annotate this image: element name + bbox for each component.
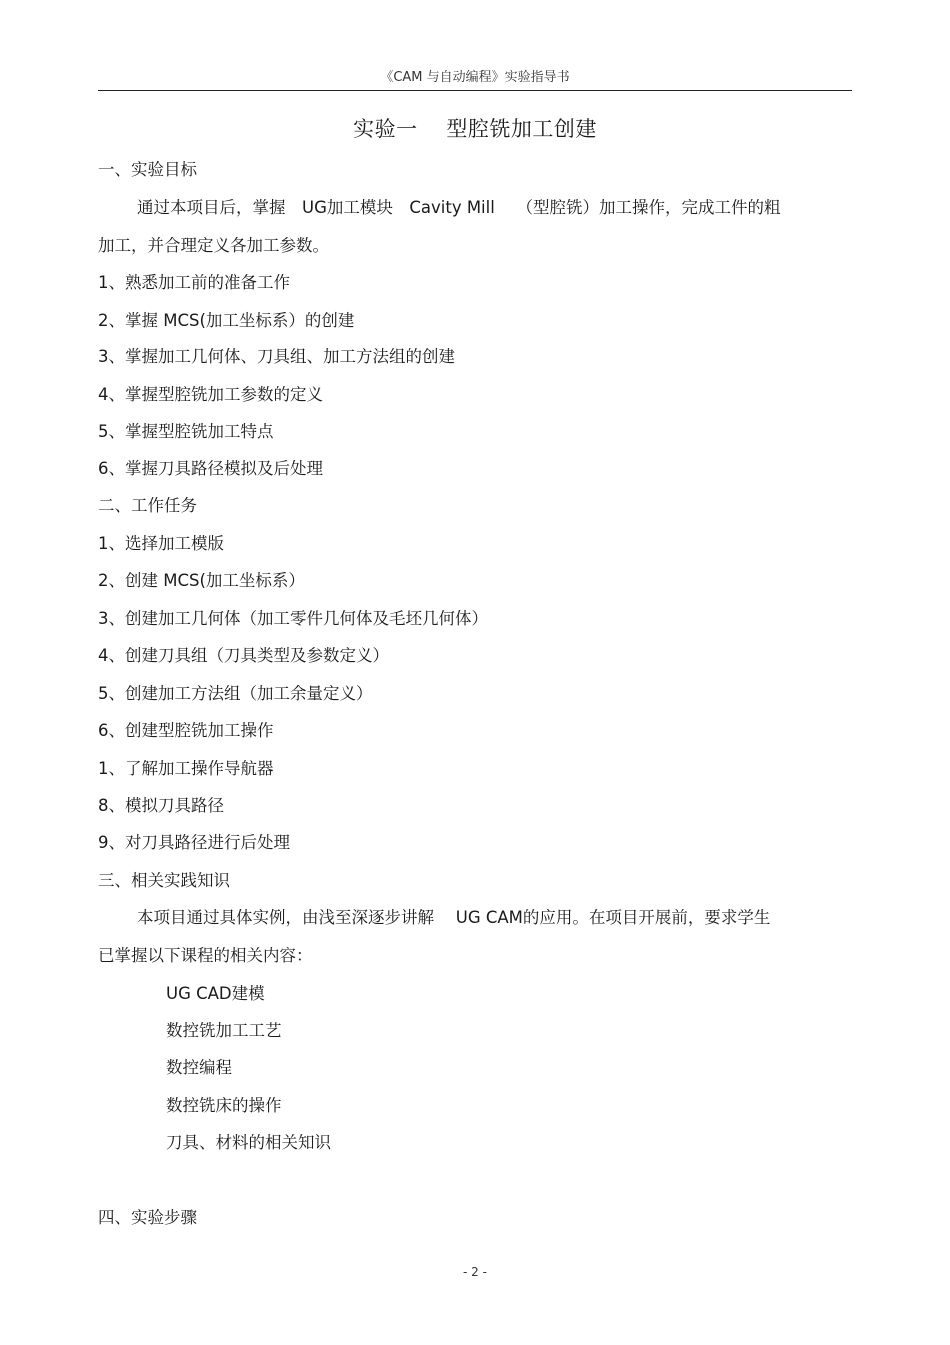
section-heading-objectives: 一、实验目标 bbox=[98, 160, 197, 179]
list-item: 3、创建加工几何体（加工零件几何体及毛坯几何体） bbox=[98, 609, 488, 628]
list-item: 1、了解加工操作导航器 bbox=[98, 759, 274, 778]
list-item: 数控编程 bbox=[166, 1058, 232, 1077]
objectives-paragraph-line-1: 通过本项目后，掌握 UG加工模块 Cavity Mill （型腔铣）加工操作，完成工件的粗 bbox=[137, 198, 781, 217]
list-item: UG CAD建模 bbox=[166, 984, 265, 1003]
list-item: 1、选择加工模版 bbox=[98, 534, 224, 553]
list-item: 6、掌握刀具路径模拟及后处理 bbox=[98, 459, 323, 478]
section-heading-knowledge: 三、相关实践知识 bbox=[98, 871, 230, 890]
knowledge-paragraph-line-2: 已掌握以下课程的相关内容： bbox=[98, 946, 313, 965]
list-item: 2、创建 MCS(加工坐标系） bbox=[98, 571, 305, 590]
list-item: 数控铣床的操作 bbox=[166, 1096, 282, 1115]
list-item: 5、掌握型腔铣加工特点 bbox=[98, 422, 274, 441]
list-item: 9、对刀具路径进行后处理 bbox=[98, 833, 290, 852]
page-title: 实验一 型腔铣加工创建 bbox=[353, 117, 597, 141]
section-heading-tasks: 二、工作任务 bbox=[98, 496, 197, 515]
list-item: 2、掌握 MCS(加工坐标系）的创建 bbox=[98, 311, 355, 330]
list-item: 数控铣加工工艺 bbox=[166, 1021, 282, 1040]
list-item: 8、模拟刀具路径 bbox=[98, 796, 224, 815]
list-item: 5、创建加工方法组（加工余量定义） bbox=[98, 684, 373, 703]
objectives-paragraph-line-2: 加工，并合理定义各加工参数。 bbox=[98, 236, 329, 255]
list-item: 4、创建刀具组（刀具类型及参数定义） bbox=[98, 646, 389, 665]
list-item: 刀具、材料的相关知识 bbox=[166, 1133, 331, 1152]
section-heading-steps: 四、实验步骤 bbox=[98, 1208, 197, 1227]
list-item: 4、掌握型腔铣加工参数的定义 bbox=[98, 385, 323, 404]
list-item: 1、熟悉加工前的准备工作 bbox=[98, 273, 290, 292]
page-number: - 2 - bbox=[463, 1265, 487, 1279]
list-item: 3、掌握加工几何体、刀具组、加工方法组的创建 bbox=[98, 347, 455, 366]
page-header: 《CAM 与自动编程》实验指导书 bbox=[380, 70, 570, 85]
knowledge-paragraph-line-1: 本项目通过具体实例，由浅至深逐步讲解 UG CAM的应用。在项目开展前，要求学生 bbox=[137, 908, 771, 927]
list-item: 6、创建型腔铣加工操作 bbox=[98, 721, 274, 740]
header-rule bbox=[98, 90, 852, 91]
